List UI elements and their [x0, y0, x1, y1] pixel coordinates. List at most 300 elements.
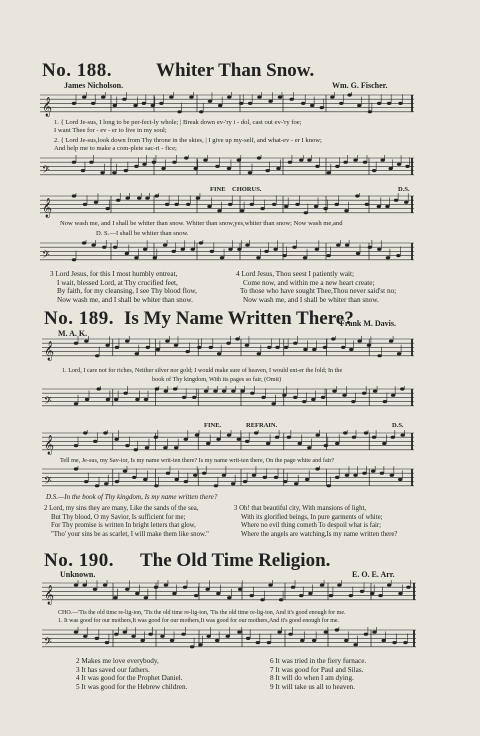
note-head	[377, 102, 381, 105]
note-head	[288, 633, 292, 636]
note-head	[327, 171, 331, 174]
note-head	[125, 588, 129, 591]
clef: 𝄢	[42, 163, 50, 178]
note-head	[266, 442, 270, 445]
note-head	[237, 248, 241, 251]
note-head	[274, 476, 278, 479]
note-head	[398, 592, 402, 595]
music-staff	[42, 466, 414, 490]
note-head	[367, 344, 371, 347]
note-head	[103, 431, 107, 434]
note-head	[174, 344, 178, 347]
note-head	[106, 398, 110, 401]
note-head	[256, 256, 260, 259]
note-head	[400, 387, 404, 390]
note-head	[195, 434, 199, 437]
note-head	[190, 645, 194, 648]
note-head	[174, 203, 178, 206]
note-head	[288, 161, 292, 164]
note-head	[323, 346, 327, 349]
note-head	[389, 167, 393, 170]
note-head	[257, 352, 261, 355]
hymn-title: Whiter Than Snow.	[156, 60, 315, 81]
note-head	[145, 446, 149, 449]
note-head	[344, 639, 348, 642]
note-head	[72, 161, 76, 164]
note-head	[115, 480, 119, 483]
music-staff	[42, 627, 416, 651]
hymn-composer: Frank M. Davis.	[340, 319, 396, 328]
note-head	[95, 637, 99, 640]
note-head	[275, 346, 279, 349]
note-head	[371, 470, 375, 473]
note-head	[284, 346, 288, 349]
hymn-composer: Wm. G. Fischer.	[332, 81, 388, 90]
note-head	[308, 592, 312, 595]
note-head	[146, 346, 150, 349]
note-head	[91, 102, 95, 105]
music-staff	[40, 155, 414, 179]
note-head	[174, 478, 178, 481]
note-head	[324, 444, 328, 447]
note-head	[385, 205, 389, 208]
note-head	[265, 169, 269, 172]
note-head	[184, 156, 188, 159]
note-head	[353, 159, 357, 162]
note-head	[316, 434, 320, 437]
note-head	[74, 402, 78, 405]
note-head	[74, 342, 78, 345]
note-head	[267, 346, 271, 349]
note-head	[389, 340, 393, 343]
note-head	[83, 431, 87, 434]
note-head	[287, 436, 291, 439]
note-head	[299, 594, 303, 597]
note-head	[198, 643, 202, 646]
note-head	[93, 588, 97, 591]
note-head	[82, 241, 86, 244]
note-head	[344, 209, 348, 212]
lyric-line: 1. Lord, I care not for riches, Neither silver nor gold; I would make sure of heaven, I would ent-er the fold; In the	[62, 367, 343, 374]
note-head	[250, 203, 254, 206]
note-head	[183, 586, 187, 589]
note-head	[181, 248, 185, 251]
note-head	[315, 248, 319, 251]
note-head	[82, 96, 86, 99]
note-head	[372, 169, 376, 172]
note-head	[113, 246, 117, 249]
music-staff	[40, 193, 414, 219]
note-head	[243, 480, 247, 483]
note-head	[215, 639, 219, 642]
note-head	[245, 244, 249, 247]
note-head	[362, 472, 366, 475]
note-head	[194, 167, 198, 170]
note-head	[186, 203, 190, 206]
note-head	[282, 394, 286, 397]
ds-mark: D.S.	[392, 422, 404, 429]
note-head	[284, 205, 288, 208]
note-head	[304, 211, 308, 214]
note-head	[372, 631, 376, 634]
refrain-mark: REFRAIN.	[246, 422, 278, 429]
note-head	[397, 352, 401, 355]
verse-right: 6 It was tried in the fiery furnace. 7 It was good for Paul and Silas. 8 It will do when I am dying. 9 It will take us all to heaven.	[270, 657, 367, 691]
lyric-line: 1. { Lord Je-sus, I long to be per-fect-ly whole; | Break down ev-'ry i - dol, cast out ev-'ry foe;	[54, 119, 302, 126]
note-head	[189, 96, 193, 99]
note-head	[261, 396, 265, 399]
note-head	[113, 596, 117, 599]
note-head	[295, 203, 299, 206]
note-head	[353, 643, 357, 646]
note-head	[391, 394, 395, 397]
note-head	[96, 387, 100, 390]
lyric-line: CHO.—'Tis the old time re-lig-ion, 'Tis the old time re-lig-ion, 'Tis the old time re-lig-ion, And it's good enough for me.	[58, 610, 346, 616]
note-head	[335, 476, 339, 479]
note-head	[226, 342, 230, 345]
clef: 𝄞	[44, 340, 55, 361]
note-head	[74, 444, 78, 447]
note-head	[82, 584, 86, 587]
note-head	[314, 205, 318, 208]
note-head	[114, 398, 118, 401]
clef: 𝄢	[44, 394, 52, 409]
note-head	[227, 596, 231, 599]
note-head	[256, 641, 260, 644]
note-head	[377, 354, 381, 357]
note-head	[267, 641, 271, 644]
note-head	[125, 252, 129, 255]
note-head	[133, 104, 137, 107]
note-head	[203, 159, 207, 162]
note-head	[237, 438, 241, 441]
note-head	[103, 584, 107, 587]
note-head	[332, 390, 336, 393]
note-head	[406, 586, 410, 589]
note-head	[148, 633, 152, 636]
note-head	[351, 400, 355, 403]
note-head	[347, 93, 351, 96]
note-head	[152, 161, 156, 164]
note-head	[159, 102, 163, 105]
lyric-line: Now wash me, and I shall be whiter than snow. Whiter than snow,yes,whiter than snow; Now wash me,and	[60, 220, 343, 227]
clef: 𝄞	[44, 434, 55, 455]
note-head	[104, 482, 108, 485]
hymn-composer: E. O. E. Arr.	[352, 570, 395, 579]
hymn-number: No. 188.	[42, 60, 112, 81]
note-head	[315, 467, 319, 470]
music-staff	[42, 386, 414, 410]
note-head	[293, 396, 297, 399]
note-head	[357, 340, 361, 343]
note-head	[312, 639, 316, 642]
note-head	[124, 169, 128, 172]
note-head	[329, 594, 333, 597]
note-head	[154, 586, 158, 589]
fine-mark: FINE.	[204, 422, 222, 429]
lyric-line: 1. It was good for our mothers,It was good for our mothers,It was good for our mothers,And it's good enough for me.	[58, 618, 340, 624]
note-head	[323, 207, 327, 210]
note-head	[403, 641, 407, 644]
note-head	[349, 594, 353, 597]
note-head	[383, 400, 387, 403]
note-head	[382, 639, 386, 642]
hymn-author: Unknown.	[60, 570, 96, 579]
note-head	[155, 387, 159, 390]
ds-mark: D.S.	[398, 186, 410, 193]
clef: 𝄢	[42, 248, 50, 263]
note-head	[174, 446, 178, 449]
note-head	[156, 348, 160, 351]
verse-right: 4 Lord Jesus, Thou seest I patiently wait; Come now, and within me a new heart create; To those who have sought Thee,Thou never said'st no; Now wash me, and I shall be whiter than snow.	[236, 270, 397, 304]
note-head	[231, 390, 235, 393]
note-head	[299, 159, 303, 162]
note-head	[394, 199, 398, 202]
note-head	[72, 258, 76, 261]
note-head	[248, 102, 252, 105]
note-head	[91, 244, 95, 247]
note-head	[215, 165, 219, 168]
note-head	[250, 392, 254, 395]
note-head	[378, 594, 382, 597]
note-head	[293, 342, 297, 345]
lyric-line: 2. { Lord Je-sus,look down from Thy throne in the skies, | I give up my-self, and what-ev - er I know;	[54, 137, 322, 144]
note-head	[216, 438, 220, 441]
note-head	[207, 205, 211, 208]
note-head	[238, 588, 242, 591]
note-head	[74, 631, 78, 634]
note-head	[303, 348, 307, 351]
note-head	[364, 431, 368, 434]
note-head	[74, 584, 78, 587]
note-head	[206, 442, 210, 445]
note-head	[102, 246, 106, 249]
note-head	[387, 102, 391, 105]
note-head	[83, 635, 87, 638]
note-head	[276, 167, 280, 170]
clef: 𝄢	[44, 635, 52, 650]
note-head	[278, 96, 282, 99]
note-head	[228, 203, 232, 206]
note-head	[227, 434, 231, 437]
note-head	[337, 584, 341, 587]
note-head	[184, 480, 188, 483]
note-head	[208, 100, 212, 103]
note-head	[161, 167, 165, 170]
note-head	[115, 346, 119, 349]
hymn-title: Is My Name Written There?	[124, 308, 354, 329]
note-head	[307, 159, 311, 162]
note-head	[114, 438, 118, 441]
note-head	[362, 392, 366, 395]
note-head	[184, 438, 188, 441]
note-head	[227, 96, 231, 99]
note-head	[301, 102, 305, 105]
note-head	[345, 244, 349, 247]
note-head	[289, 98, 293, 101]
note-head	[154, 484, 158, 487]
note-head	[123, 392, 127, 395]
note-head	[72, 102, 76, 105]
note-head	[283, 480, 287, 483]
note-head	[220, 256, 224, 259]
note-head	[210, 250, 214, 253]
note-head	[382, 442, 386, 445]
note-head	[163, 446, 167, 449]
note-head	[163, 244, 167, 247]
note-head	[263, 476, 267, 479]
note-head	[235, 337, 239, 340]
note-head	[264, 250, 268, 253]
note-head	[273, 248, 277, 251]
note-head	[144, 398, 148, 401]
verse-left: 2 Makes me love everybody, 3 It has saved our fathers. 4 It was good for the Prophet Daniel. 5 It was good for the Hebrew children.	[76, 657, 188, 691]
note-head	[193, 474, 197, 477]
note-head	[122, 98, 126, 101]
note-head	[377, 205, 381, 208]
note-head	[112, 171, 116, 174]
note-head	[105, 344, 109, 347]
note-head	[321, 396, 325, 399]
hymn-author: M. A. K.	[58, 329, 88, 338]
note-head	[331, 337, 335, 340]
note-head	[160, 635, 164, 638]
note-head	[135, 398, 139, 401]
note-head	[137, 197, 141, 200]
note-head	[214, 484, 218, 487]
note-head	[144, 596, 148, 599]
note-head	[335, 628, 339, 631]
note-head	[142, 163, 146, 166]
note-head	[222, 390, 226, 393]
note-head	[401, 434, 405, 437]
note-head	[277, 631, 281, 634]
note-head	[342, 394, 346, 397]
music-staff	[42, 336, 414, 362]
note-head	[368, 246, 372, 249]
note-head	[300, 639, 304, 642]
note-head	[398, 478, 402, 481]
clef: 𝄞	[42, 197, 53, 218]
note-head	[173, 387, 177, 390]
note-head	[151, 104, 155, 107]
clef: 𝄞	[44, 584, 55, 605]
note-head	[352, 436, 356, 439]
note-head	[202, 472, 206, 475]
lyric-line: book of Thy kingdom, With its pages so fair, (Omit)	[152, 376, 282, 383]
note-head	[307, 446, 311, 449]
note-head	[381, 159, 385, 162]
note-head	[154, 436, 158, 439]
music-staff	[40, 240, 414, 264]
note-head	[315, 165, 319, 168]
note-head	[326, 254, 330, 257]
note-head	[336, 244, 340, 247]
note-head	[199, 241, 203, 244]
note-head	[405, 165, 409, 168]
note-head	[83, 203, 87, 206]
note-head	[169, 96, 173, 99]
note-head	[89, 161, 93, 164]
note-head	[142, 102, 146, 105]
note-head	[94, 201, 98, 204]
note-head	[339, 102, 343, 105]
note-head	[84, 480, 88, 483]
note-head	[135, 352, 139, 355]
note-head	[356, 252, 360, 255]
note-head	[226, 635, 230, 638]
note-head	[292, 246, 296, 249]
note-head	[191, 248, 195, 251]
note-head	[145, 197, 149, 200]
note-head	[240, 209, 244, 212]
note-head	[391, 436, 395, 439]
note-head	[311, 398, 315, 401]
music-staff	[42, 430, 414, 456]
note-head	[95, 484, 99, 487]
note-head	[228, 248, 232, 251]
note-head	[343, 431, 347, 434]
note-head	[170, 639, 174, 642]
note-head	[279, 598, 283, 601]
note-head	[218, 104, 222, 107]
note-head	[303, 256, 307, 259]
note-head	[246, 637, 250, 640]
note-head	[305, 478, 309, 481]
note-head	[275, 436, 279, 439]
hymn-number: No. 190.	[44, 550, 114, 571]
note-head	[239, 102, 243, 105]
note-head	[181, 633, 185, 636]
lyric-line: I want Thee for - ev - er to live in my soul;	[54, 127, 167, 134]
note-head	[177, 110, 181, 113]
note-head	[268, 100, 272, 103]
note-head	[357, 104, 361, 107]
note-head	[164, 584, 168, 587]
note-head	[310, 104, 314, 107]
note-head	[125, 340, 129, 343]
note-head	[125, 197, 129, 200]
note-head	[74, 467, 78, 470]
note-head	[85, 398, 89, 401]
note-head	[272, 203, 276, 206]
note-head	[209, 346, 213, 349]
note-head	[396, 254, 400, 257]
note-head	[227, 167, 231, 170]
hymn-author: James Nicholson.	[64, 81, 124, 90]
clef: 𝄢	[44, 474, 52, 489]
note-head	[335, 442, 339, 445]
note-head	[216, 592, 220, 595]
note-head	[390, 474, 394, 477]
verse-left: 2 Lord, my sins they are many, Like the sands of the sea, But Thy blood, O my Savior, Is sufficient for me; For Thy promise is written In bright letters that glow, "Tho' your sins be as scarlet, I will make them like snow."	[44, 505, 209, 538]
verse-right: 3 Oh! that beautiful city, With mansions of light, With its glorified beings, In pure garments of white; Where no evil thing cometh To despoil what is fair; Where the angels are watching,Is my name written there?	[234, 505, 398, 538]
note-head	[123, 470, 127, 473]
note-head	[386, 256, 390, 259]
note-head	[250, 594, 254, 597]
note-head	[268, 584, 272, 587]
lyric-line: And help me to make a com-plete sac-ri - fice;	[54, 145, 177, 152]
note-head	[114, 633, 118, 636]
note-head	[100, 171, 104, 174]
note-head	[327, 484, 331, 487]
note-head	[131, 635, 135, 638]
note-head	[182, 396, 186, 399]
note-head	[196, 197, 200, 200]
note-head	[172, 592, 176, 595]
note-head	[363, 161, 367, 164]
note-head	[237, 631, 241, 634]
